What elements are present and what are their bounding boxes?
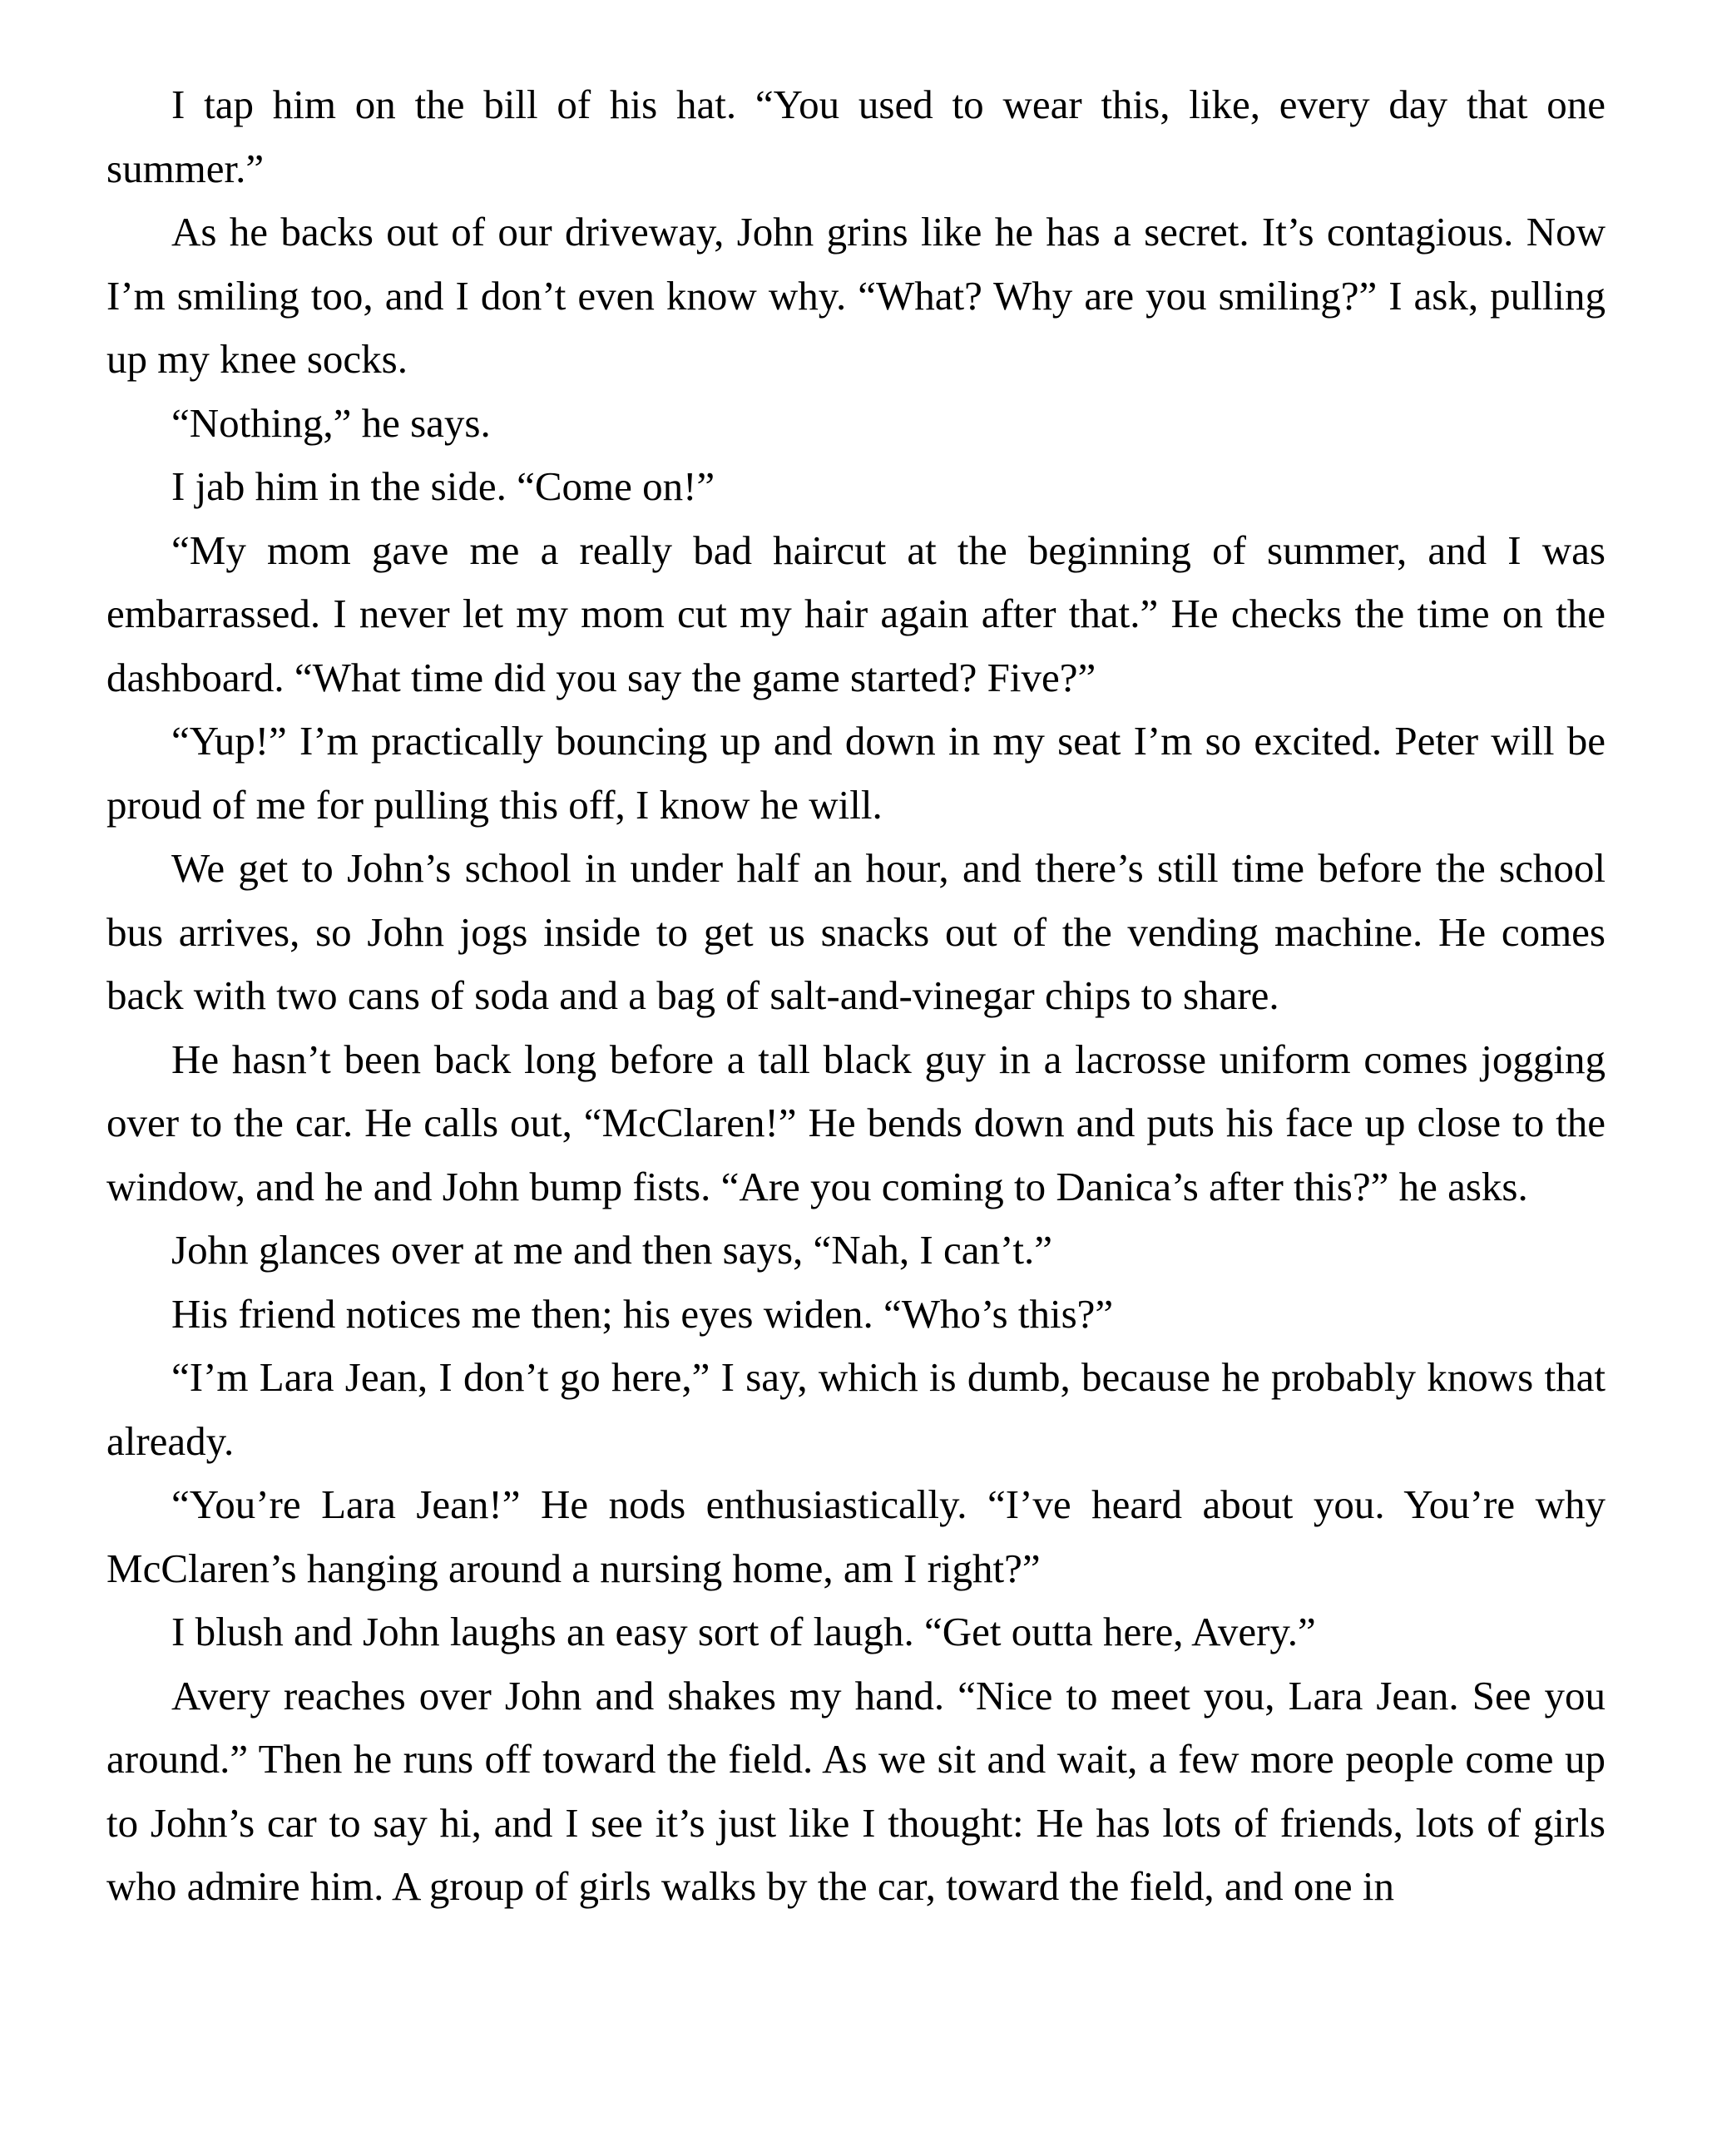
paragraph: “You’re Lara Jean!” He nods enthusiastically. “I’ve heard about you. You’re why McClaren’s hanging around a nursing home, am I right?” bbox=[106, 1481, 1606, 1591]
paragraph: “Yup!” I’m practically bouncing up and down in my seat I’m so excited. Peter will be proud of me for pulling this off, I know he will. bbox=[106, 718, 1606, 828]
paragraph: He hasn’t been back long before a tall black guy in a lacrosse uniform comes jogging over to the car. He calls out, “McClaren!” He bends down and puts his face up close to the window, and he and John bump fists. “Are you coming to Danica’s after this?” he asks. bbox=[106, 1036, 1606, 1209]
paragraph: I blush and John laughs an easy sort of laugh. “Get outta here, Avery.” bbox=[171, 1609, 1316, 1654]
page-body-text bbox=[106, 73, 1606, 1919]
paragraph: “Nothing,” he says. bbox=[171, 399, 491, 446]
paragraph: As he backs out of our driveway, John grins like he has a secret. It’s contagious. Now I’m smiling too, and I don’t even know why. “What? Why are you smiling?” I ask, pulling up my knee socks. bbox=[106, 209, 1606, 382]
paragraph: I jab him in the side. “Come on!” bbox=[171, 463, 715, 509]
paragraph: I tap him on the bill of his hat. “You used to wear this, like, every day that one summer.” bbox=[106, 82, 1606, 191]
paragraph: We get to John’s school in under half an hour, and there’s still time before the school bus arrives, so John jogs inside to get us snacks out of the vending machine. He comes back with two cans of soda and a bag of salt-and-vinegar chips to share. bbox=[106, 845, 1606, 1018]
paragraph: John glances over at me and then says, “Nah, I can’t.” bbox=[171, 1227, 1053, 1273]
paragraph: His friend notices me then; his eyes widen. “Who’s this?” bbox=[171, 1290, 1114, 1337]
paragraph: “I’m Lara Jean, I don’t go here,” I say, which is dumb, because he probably knows that already. bbox=[106, 1354, 1606, 1464]
paragraph: Avery reaches over John and shakes my hand. “Nice to meet you, Lara Jean. See you around.” Then he runs off toward the field. As we sit and wait, a few more people come up to John’s car to say hi, and I see it’s just like I thought: He has lots of friends, lots of girls who admire him. A group of girls walks by the car, toward the field, and one in bbox=[106, 1672, 1606, 1909]
paragraph: “My mom gave me a really bad haircut at the beginning of summer, and I was embarrassed. I never let my mom cut my hair again after that.” He checks the time on the dashboard. “What time did you say the game started? Five?” bbox=[106, 527, 1606, 700]
